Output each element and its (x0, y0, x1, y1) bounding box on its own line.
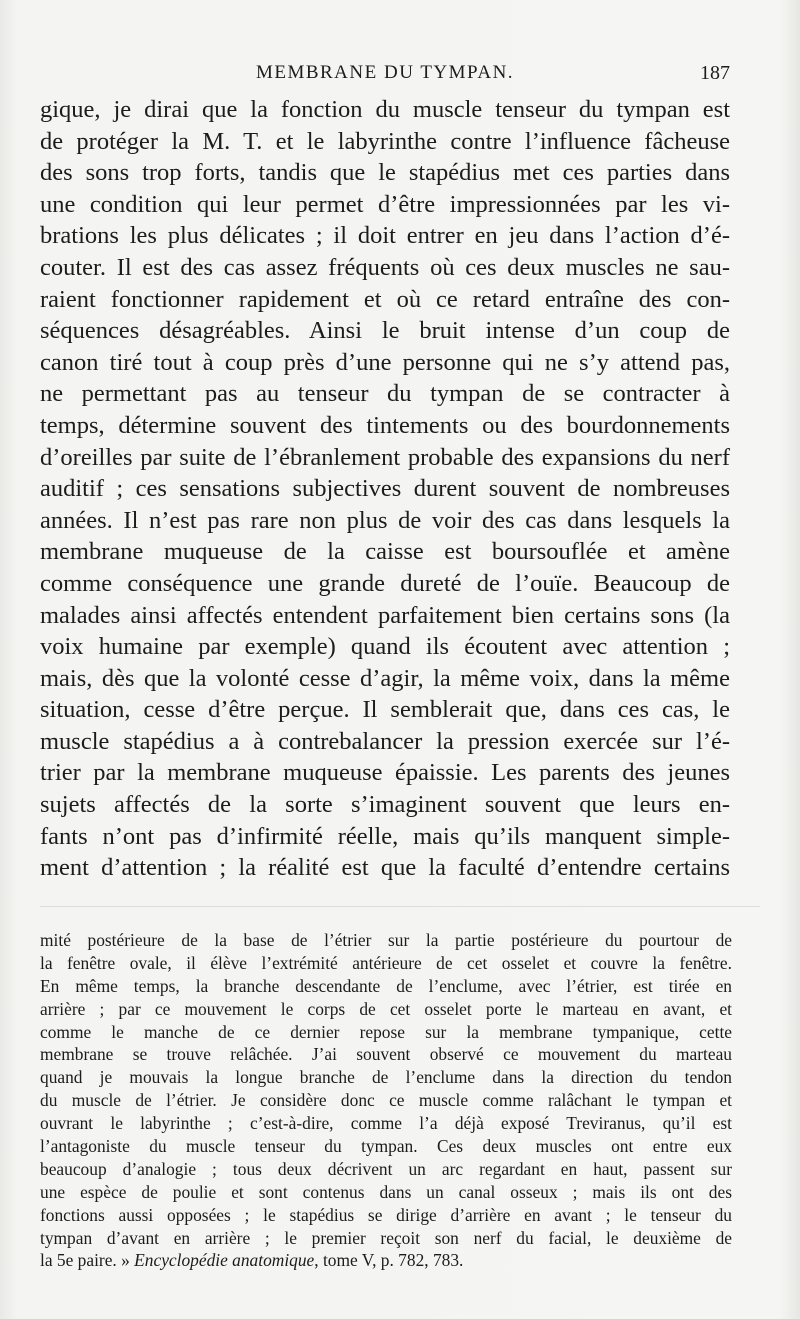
text-line: ment d’attention ; la réalité est que la faculté d’entendre certains (40, 854, 730, 882)
text-line: couter. Il est des cas assez fréquents où ces deux muscles ne sau- (40, 253, 730, 281)
footnote-line: du muscle de l’étrier. Je considère donc ce muscle comme ralâchant le tympan et (40, 1090, 732, 1111)
text-line: trier par la membrane muqueuse épaissie. Les parents des jeunes (40, 759, 730, 787)
footnote-line: fonctions aussi opposées ; le stapédius se dirige d’arrière en avant ; le tenseur du (40, 1204, 732, 1225)
text-line: comme conséquence une grande dureté de l’ouïe. Beaucoup de (40, 569, 730, 597)
footnote-line: beaucoup d’analogie ; tous deux décrivent un arc regardant en haut, passent sur (40, 1158, 732, 1179)
footnote-line: l’antagoniste du muscle tenseur du tympan. Ces deux muscles ont entre eux (40, 1136, 732, 1157)
main-text (40, 94, 730, 884)
text-line: raient fonctionner rapidement et où ce retard entraîne des con- (40, 285, 730, 313)
footnote-line: En même temps, la branche descendante de l’enclume, avec l’étrier, est tirée en (40, 975, 732, 996)
text-line: brations les plus délicates ; il doit entrer en jeu dans l’action d’é- (40, 222, 730, 250)
footnote-line: la fenêtre ovale, il élève l’extrémité antérieure de cet osselet et couvre la fenêtre. (40, 952, 732, 973)
footnote-line: une espèce de poulie et sont contenus dans un canal osseux ; mais ils ont des (40, 1181, 732, 1202)
footnote-line: membrane se trouve relâchée. J’ai souvent observé ce mouvement du marteau (40, 1044, 732, 1065)
text-line: voix humaine par exemple) quand ils écoutent avec attention ; (40, 633, 730, 661)
text-line: mais, dès que la volonté cesse d’agir, la même voix, dans la même (40, 664, 730, 692)
text-line: des sons trop forts, tandis que le stapédius met ces parties dans (40, 159, 730, 187)
text-line: temps, détermine souvent des tintements ou des bourdonnements (40, 411, 730, 439)
text-line: malades ainsi affectés entendent parfaitement bien certains sons (la (40, 601, 730, 629)
text-line: une condition qui leur permet d’être impressionnées par les vi- (40, 190, 730, 218)
text-line: années. Il n’est pas rare non plus de voir des cas dans lesquels la (40, 506, 730, 534)
footnote (40, 929, 732, 1272)
text-line: fants n’ont pas d’infirmité réelle, mais qu’ils manquent simple- (40, 822, 730, 850)
page-number: 187 (700, 62, 730, 84)
footnote-reference-title: Encyclopédie anatomique (134, 1250, 315, 1271)
footnote-last-lead: la 5e paire. » (40, 1250, 135, 1271)
footnote-line: quand je mouvais la longue branche de l’enclume dans la direction du tendon (40, 1067, 732, 1088)
footnote-line: tympan d’avant en arrière ; le premier reçoit son nerf du facial, le deuxième de (40, 1227, 732, 1248)
text-line: séquences désagréables. Ainsi le bruit intense d’un coup de (40, 317, 730, 345)
footnote-line: arrière ; par ce mouvement le corps de cet osselet porte le marteau en avant, et (40, 998, 732, 1019)
text-line: de protéger la M. T. et le labyrinthe contre l’influence fâcheuse (40, 127, 730, 155)
page-header (40, 62, 730, 88)
text-line: ne permettant pas au tenseur du tympan de se contracter à (40, 380, 730, 408)
text-line: d’oreilles par suite de l’ébranlement probable des expansions du nerf (40, 443, 730, 471)
footnote-last-tail: , tome V, p. 782, 783. (314, 1250, 464, 1271)
footnote-last-line (40, 1249, 732, 1272)
text-line: muscle stapédius a à contrebalancer la pression exercée sur l’é- (40, 727, 730, 755)
text-line: sujets affectés de la sorte s’imaginent souvent que leurs en- (40, 791, 730, 819)
text-line: gique, je dirai que la fonction du muscle tenseur du tympan est (40, 96, 730, 123)
show-through-text (40, 878, 760, 926)
text-line: situation, cesse d’être perçue. Il semblerait que, dans ces cas, le (40, 696, 730, 724)
text-line: auditif ; ces sensations subjectives durent souvent de nombreuses (40, 475, 730, 503)
text-line: membrane muqueuse de la caisse est boursouflée et amène (40, 538, 730, 566)
text-line: canon tiré tout à coup près d’une personne qui ne s’y attend pas, (40, 348, 730, 376)
footnote-line: ouvrant le labyrinthe ; c’est-à-dire, comme l’a déjà exposé Treviranus, qu’il est (40, 1113, 732, 1134)
footnote-line: mité postérieure de la base de l’étrier sur la partie postérieure du pourtour de (40, 930, 732, 950)
footnote-line: comme le manche de ce dernier repose sur la membrane tympanique, cette (40, 1021, 732, 1042)
running-title: MEMBRANE DU TYMPAN. (255, 62, 515, 83)
